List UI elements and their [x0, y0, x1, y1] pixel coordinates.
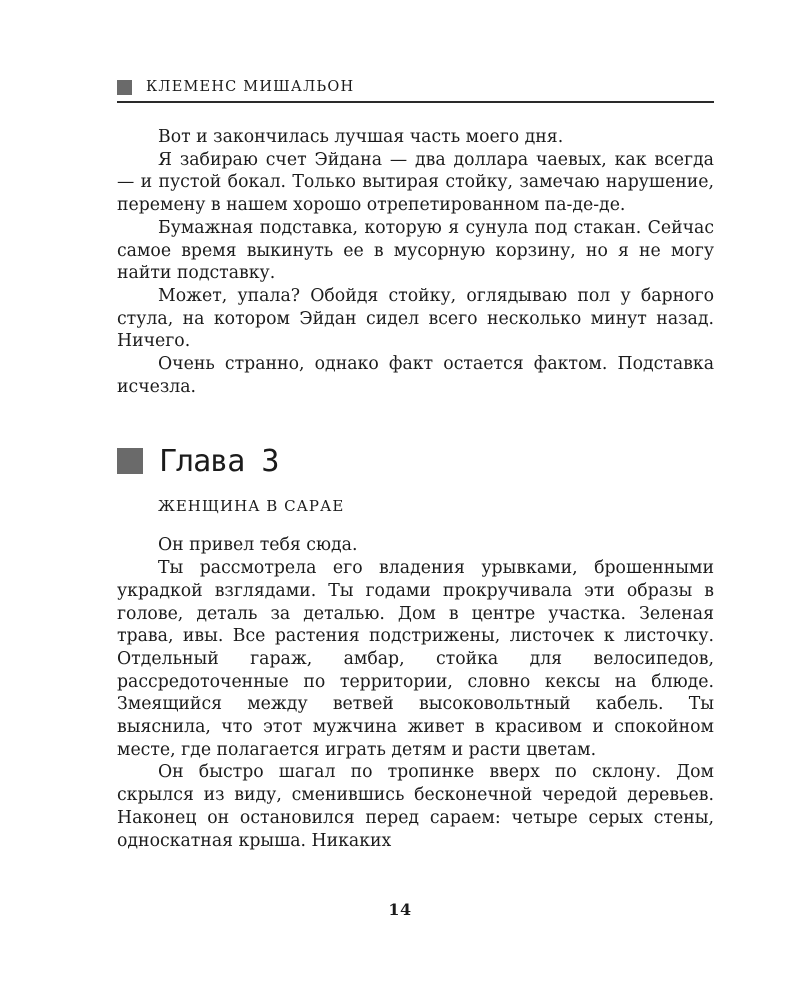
body-text-section-1 [117, 126, 714, 398]
paragraph: Бумажная подставка, которую я сунула под стакан. Сейчас самое время выкинуть ее в мусорную корзину, но я не могу найти подставку. [117, 217, 714, 284]
paragraph: Очень странно, однако факт остается фактом. Подставка исчезла. [117, 354, 714, 397]
paragraph: Вот и закончилась лучшая часть моего дня. [158, 127, 564, 147]
paragraph: Он быстро шагал по тропинке вверх по склону. Дом скрылся из виду, сменившись бесконечной чередой деревьев. Наконец он остановился перед сараем: четыре серых стены, односкатная крыша. Никаких [117, 762, 714, 851]
header-author-name: КЛЕМЕНС МИШАЛЬОН [146, 79, 355, 95]
chapter-title: Глава 3 [159, 443, 279, 479]
page-number: 14 [388, 900, 412, 919]
chapter-square-marker [117, 448, 143, 474]
running-header [117, 74, 714, 100]
paragraph: Я забираю счет Эйдана — два доллара чаевых, как всегда — и пустой бокал. Только вытирая стойку, замечаю нарушение, перемену в нашем хорошо отрепетированном па-де-де. [117, 149, 714, 216]
chapter-heading [117, 441, 714, 481]
header-square-marker [117, 80, 132, 95]
paragraph: Ты рассмотрела его владения урывками, брошенными украдкой взглядами. Ты годами прокручивала эти образы в голове, деталь за деталью. Дом в центре участка. Зеленая трава, ивы. Все растения подстрижены, листочек к листочку. Отдельный гараж, амбар, стойка для велосипедов, рассредоточенные по территории, словно кексы на блюде. Змеящийся между ветвей высоковольтный кабель. Ты выяснила, что этот мужчина живет в красивом и спокойном месте, где полагается играть детям и расти цветам. [117, 558, 714, 760]
body-text-section-2 [117, 534, 714, 852]
chapter-subtitle: ЖЕНЩИНА В САРАЕ [158, 497, 345, 516]
header-rule [117, 101, 714, 103]
paragraph: Может, упала? Обойдя стойку, оглядываю пол у барного стула, на котором Эйдан сидел всего несколько минут назад. Ничего. [117, 285, 714, 352]
paragraph: Он привел тебя сюда. [158, 535, 358, 556]
book-page [117, 74, 714, 852]
